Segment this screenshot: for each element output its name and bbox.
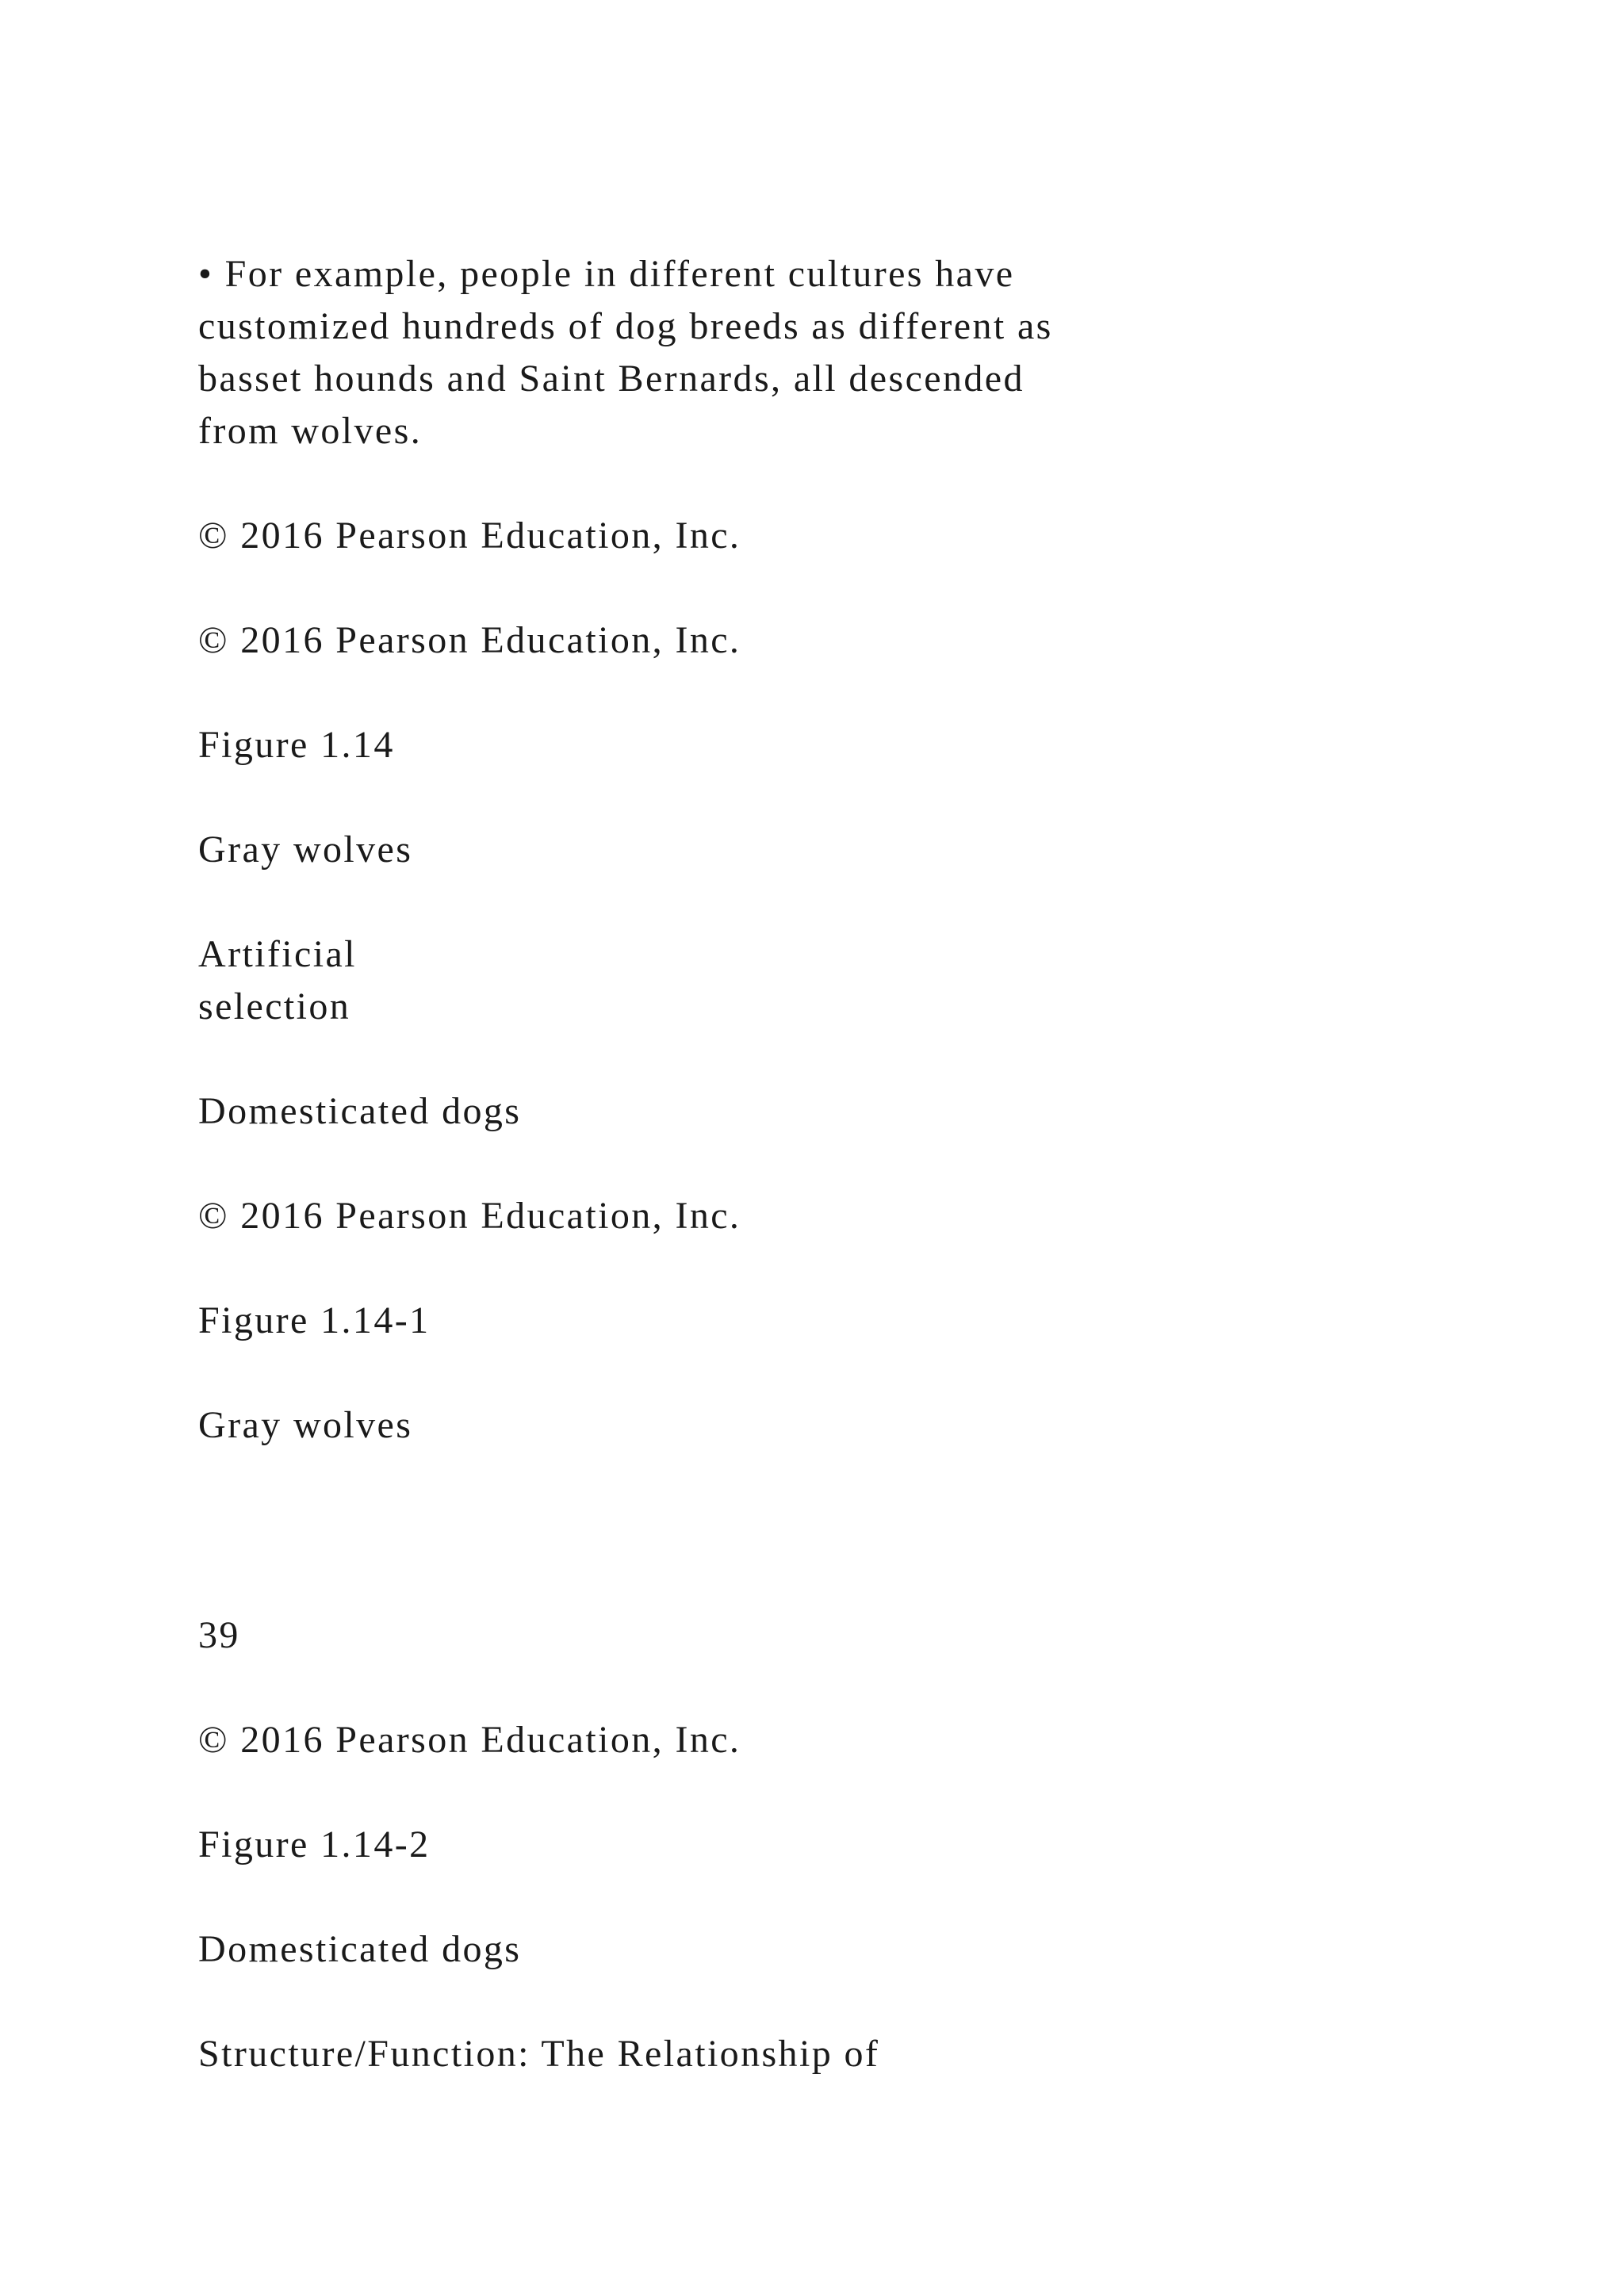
bullet-line-2: customized hundreds of dog breeds as different as: [198, 305, 1053, 347]
section-heading: Structure/Function: The Relationship of: [198, 2033, 880, 2075]
figure-title: Figure 1.14-1: [198, 1299, 431, 1341]
figure-title: Figure 1.14: [198, 724, 395, 766]
figure-label-gray-wolves: Gray wolves: [198, 1404, 413, 1446]
figure-label-domesticated-dogs: Domesticated dogs: [198, 1090, 522, 1132]
figure-label-gray-wolves: Gray wolves: [198, 828, 413, 871]
figure-label-selection: selection: [198, 985, 351, 1027]
figure-title: Figure 1.14-2: [198, 1823, 431, 1866]
copyright-notice: © 2016 Pearson Education, Inc.: [198, 619, 741, 661]
copyright-notice: © 2016 Pearson Education, Inc.: [198, 1719, 741, 1761]
copyright-notice: © 2016 Pearson Education, Inc.: [198, 1195, 741, 1237]
bullet-line-3: basset hounds and Saint Bernards, all descended: [198, 358, 1025, 400]
page-number: 39: [198, 1614, 240, 1656]
bullet-line-1: • For example, people in different cultures have: [198, 253, 1015, 295]
figure-label-artificial: Artificial: [198, 933, 357, 975]
bullet-line-4: from wolves.: [198, 410, 423, 452]
figure-label-domesticated-dogs: Domesticated dogs: [198, 1928, 522, 1970]
copyright-notice: © 2016 Pearson Education, Inc.: [198, 515, 741, 557]
